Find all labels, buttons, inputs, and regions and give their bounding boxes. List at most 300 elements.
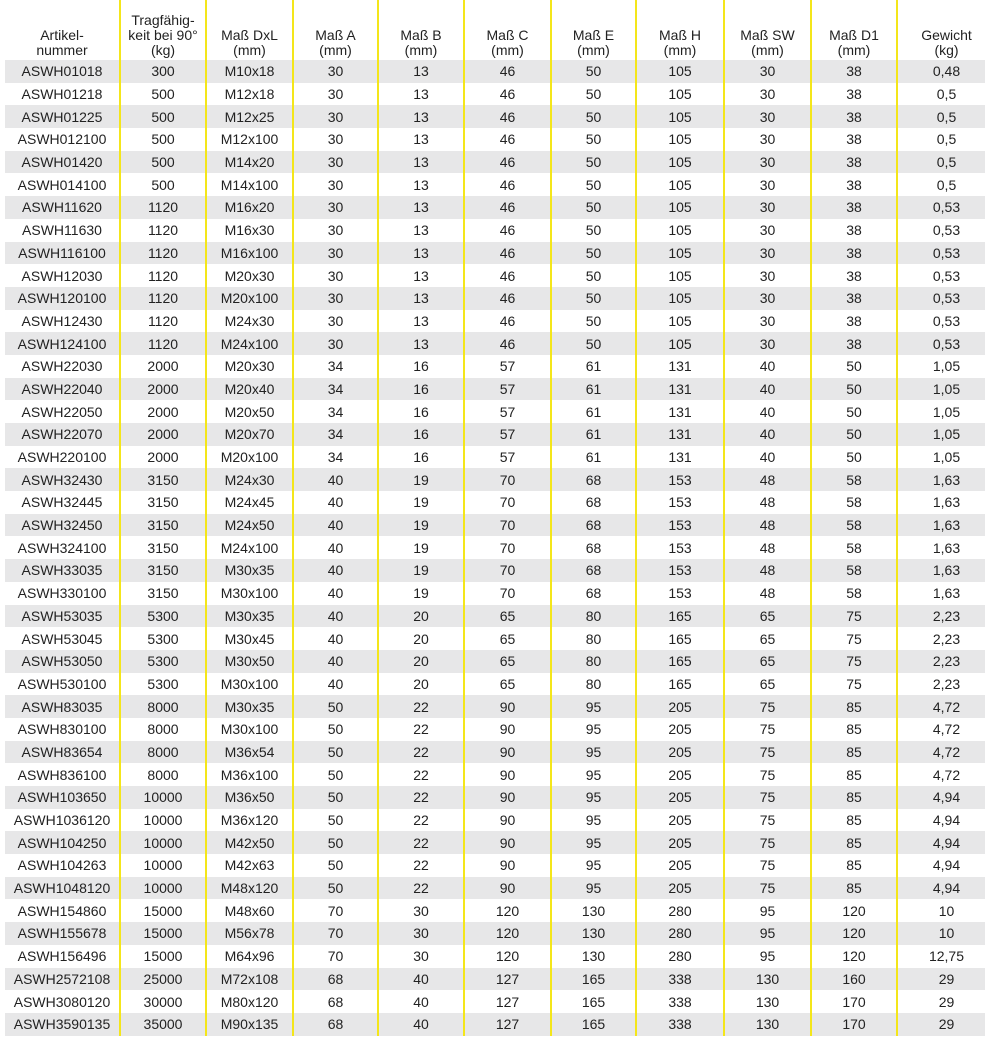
column-header-line: Maß D1: [829, 27, 879, 43]
cell-mass-dxl: M24x100: [206, 536, 293, 559]
cell-mass-sw: 48: [724, 582, 811, 605]
cell-mass-e: 50: [551, 83, 636, 106]
cell-mass-c: 65: [464, 627, 551, 650]
cell-mass-sw: 95: [724, 945, 811, 968]
cell-mass-a: 40: [293, 559, 378, 582]
cell-mass-b: 22: [378, 718, 464, 741]
cell-mass-dxl: M80x120: [206, 990, 293, 1013]
cell-mass-c: 46: [464, 310, 551, 333]
cell-mass-h: 205: [636, 786, 724, 809]
cell-mass-dxl: M48x60: [206, 899, 293, 922]
cell-gewicht: 29: [897, 1013, 985, 1036]
cell-mass-a: 30: [293, 128, 378, 151]
cell-mass-e: 50: [551, 60, 636, 83]
cell-mass-h: 105: [636, 83, 724, 106]
cell-mass-a: 34: [293, 400, 378, 423]
cell-tragfaehigkeit: 10000: [120, 809, 206, 832]
cell-mass-a: 40: [293, 468, 378, 491]
cell-mass-a: 30: [293, 83, 378, 106]
column-header-mass-dxl: [206, 0, 293, 60]
cell-mass-e: 95: [551, 695, 636, 718]
table-row: [5, 922, 985, 945]
cell-mass-sw: 40: [724, 423, 811, 446]
cell-tragfaehigkeit: 3150: [120, 491, 206, 514]
cell-mass-d1: 58: [811, 582, 897, 605]
cell-mass-dxl: M20x100: [206, 446, 293, 469]
cell-mass-e: 68: [551, 582, 636, 605]
cell-mass-b: 20: [378, 673, 464, 696]
cell-gewicht: 4,72: [897, 741, 985, 764]
cell-mass-c: 90: [464, 695, 551, 718]
cell-mass-sw: 75: [724, 854, 811, 877]
cell-mass-dxl: M42x50: [206, 831, 293, 854]
cell-gewicht: 0,53: [897, 264, 985, 287]
cell-artikelnummer: ASWH104263: [17, 857, 107, 874]
cell-mass-a: 50: [293, 695, 378, 718]
cell-mass-sw: 40: [724, 400, 811, 423]
cell-artikelnummer: ASWH11620: [5, 196, 120, 219]
cell-tragfaehigkeit: 35000: [120, 1013, 206, 1036]
cell-mass-e: 80: [551, 673, 636, 696]
cell-artikelnummer: ASWH53045: [21, 630, 103, 647]
cell-mass-a: 50: [293, 809, 378, 832]
cell-artikelnummer: ASWH22040: [5, 378, 120, 401]
cell-mass-d1: 75: [811, 627, 897, 650]
cell-mass-d1: 160: [811, 968, 897, 991]
cell-artikelnummer: ASWH104250: [5, 831, 120, 854]
cell-mass-d1: 50: [811, 400, 897, 423]
cell-gewicht: 2,23: [897, 605, 985, 628]
cell-mass-sw: 30: [724, 83, 811, 106]
cell-mass-b: 19: [378, 536, 464, 559]
cell-artikelnummer: ASWH22030: [21, 358, 103, 375]
cell-gewicht: 4,94: [897, 854, 985, 877]
cell-mass-c: 65: [464, 650, 551, 673]
cell-mass-sw: 75: [724, 809, 811, 832]
cell-mass-e: 50: [551, 264, 636, 287]
cell-mass-e: 50: [551, 151, 636, 174]
cell-artikelnummer: ASWH01018: [5, 60, 120, 83]
cell-mass-a: 34: [293, 378, 378, 401]
cell-mass-dxl: M42x63: [206, 854, 293, 877]
table-row: [5, 196, 985, 219]
cell-mass-dxl: M20x50: [206, 400, 293, 423]
cell-mass-a: 30: [293, 242, 378, 265]
cell-mass-e: 95: [551, 741, 636, 764]
cell-mass-d1: 85: [811, 718, 897, 741]
cell-tragfaehigkeit: 2000: [120, 446, 206, 469]
cell-mass-sw: 48: [724, 536, 811, 559]
table-row: [5, 945, 985, 968]
cell-mass-dxl: M30x100: [206, 718, 293, 741]
cell-tragfaehigkeit: 15000: [120, 945, 206, 968]
cell-mass-dxl: M36x54: [206, 741, 293, 764]
table-row: [5, 242, 985, 265]
cell-mass-sw: 75: [724, 877, 811, 900]
cell-mass-e: 68: [551, 468, 636, 491]
cell-artikelnummer: ASWH3080120: [13, 993, 111, 1010]
cell-mass-a: 30: [293, 219, 378, 242]
cell-mass-h: 205: [636, 718, 724, 741]
cell-mass-b: 16: [378, 446, 464, 469]
cell-mass-sw: 30: [724, 219, 811, 242]
table-header-row: [5, 0, 985, 60]
cell-mass-c: 90: [464, 831, 551, 854]
cell-mass-e: 68: [551, 536, 636, 559]
table-row: [5, 491, 985, 514]
cell-mass-e: 50: [551, 242, 636, 265]
cell-gewicht: 12,75: [897, 945, 985, 968]
cell-mass-h: 165: [636, 605, 724, 628]
cell-mass-e: 165: [551, 968, 636, 991]
cell-mass-c: 70: [464, 536, 551, 559]
cell-mass-a: 50: [293, 786, 378, 809]
table-row: [5, 809, 985, 832]
table-row: [5, 264, 985, 287]
cell-mass-h: 105: [636, 128, 724, 151]
cell-artikelnummer: ASWH53050: [5, 650, 120, 673]
cell-mass-b: 20: [378, 605, 464, 628]
cell-mass-dxl: M36x50: [206, 786, 293, 809]
column-header-line: (mm): [319, 42, 352, 58]
cell-tragfaehigkeit: 5300: [120, 673, 206, 696]
cell-artikelnummer: ASWH120100: [5, 287, 120, 310]
cell-mass-d1: 50: [811, 355, 897, 378]
cell-artikelnummer: ASWH3590135: [5, 1013, 120, 1036]
cell-mass-e: 130: [551, 899, 636, 922]
cell-mass-dxl: M12x18: [206, 83, 293, 106]
cell-mass-a: 50: [293, 877, 378, 900]
table-row: [5, 1013, 985, 1036]
cell-mass-d1: 120: [811, 945, 897, 968]
cell-gewicht: 4,94: [897, 809, 985, 832]
cell-gewicht: 0,48: [897, 60, 985, 83]
cell-mass-sw: 30: [724, 287, 811, 310]
cell-gewicht: 1,05: [897, 423, 985, 446]
column-header-line: Tragfähig-: [131, 12, 195, 28]
table-row: [5, 173, 985, 196]
cell-mass-h: 205: [636, 854, 724, 877]
cell-mass-b: 19: [378, 468, 464, 491]
cell-mass-sw: 48: [724, 559, 811, 582]
cell-mass-h: 131: [636, 378, 724, 401]
cell-mass-a: 70: [293, 922, 378, 945]
cell-mass-h: 165: [636, 673, 724, 696]
cell-mass-b: 13: [378, 196, 464, 219]
cell-mass-h: 338: [636, 990, 724, 1013]
cell-tragfaehigkeit: 30000: [120, 990, 206, 1013]
cell-mass-a: 40: [293, 673, 378, 696]
cell-tragfaehigkeit: 8000: [120, 718, 206, 741]
cell-mass-sw: 65: [724, 605, 811, 628]
cell-mass-h: 205: [636, 763, 724, 786]
cell-tragfaehigkeit: 1120: [120, 242, 206, 265]
cell-mass-b: 40: [378, 990, 464, 1013]
cell-artikelnummer: ASWH22050: [21, 403, 103, 420]
cell-mass-d1: 50: [811, 423, 897, 446]
cell-mass-h: 105: [636, 287, 724, 310]
column-header-line: (mm): [491, 42, 524, 58]
table-row: [5, 151, 985, 174]
cell-mass-sw: 30: [724, 128, 811, 151]
cell-mass-h: 105: [636, 105, 724, 128]
cell-mass-d1: 85: [811, 786, 897, 809]
cell-tragfaehigkeit: 25000: [120, 968, 206, 991]
column-header-line: (mm): [663, 42, 697, 58]
cell-mass-d1: 120: [811, 899, 897, 922]
cell-gewicht: 0,5: [897, 173, 985, 196]
column-header-line: keit bei 90°: [128, 27, 198, 43]
cell-mass-h: 280: [636, 922, 724, 945]
table-row: [5, 446, 985, 469]
cell-mass-sw: 65: [724, 650, 811, 673]
cell-mass-e: 165: [551, 1013, 636, 1036]
cell-mass-a: 30: [293, 151, 378, 174]
cell-mass-a: 34: [293, 355, 378, 378]
cell-mass-dxl: M30x100: [206, 582, 293, 605]
cell-mass-e: 68: [551, 514, 636, 537]
column-header-line: Artikel-: [40, 27, 84, 43]
cell-mass-h: 153: [636, 514, 724, 537]
cell-mass-h: 205: [636, 809, 724, 832]
cell-mass-dxl: M72x108: [206, 968, 293, 991]
cell-gewicht: 1,63: [897, 536, 985, 559]
cell-mass-sw: 30: [724, 242, 811, 265]
cell-mass-h: 205: [636, 877, 724, 900]
cell-mass-b: 19: [378, 491, 464, 514]
cell-tragfaehigkeit: 1120: [120, 287, 206, 310]
cell-mass-c: 57: [464, 355, 551, 378]
cell-mass-dxl: M24x100: [206, 332, 293, 355]
cell-mass-h: 105: [636, 310, 724, 333]
column-header-line: (kg): [150, 42, 176, 58]
cell-mass-c: 46: [464, 332, 551, 355]
cell-mass-dxl: M24x30: [206, 310, 293, 333]
cell-mass-sw: 95: [724, 899, 811, 922]
cell-mass-h: 153: [636, 559, 724, 582]
cell-mass-h: 131: [636, 423, 724, 446]
table-row: [5, 831, 985, 854]
cell-mass-dxl: M10x18: [206, 60, 293, 83]
cell-mass-c: 120: [464, 922, 551, 945]
cell-tragfaehigkeit: 500: [120, 151, 206, 174]
cell-mass-c: 90: [464, 763, 551, 786]
cell-gewicht: 0,53: [897, 219, 985, 242]
cell-mass-d1: 50: [811, 378, 897, 401]
cell-mass-dxl: M20x100: [206, 287, 293, 310]
cell-artikelnummer: ASWH12430: [21, 312, 103, 329]
cell-tragfaehigkeit: 8000: [120, 741, 206, 764]
cell-tragfaehigkeit: 2000: [120, 423, 206, 446]
cell-mass-e: 165: [551, 990, 636, 1013]
cell-mass-e: 50: [551, 310, 636, 333]
cell-mass-b: 20: [378, 650, 464, 673]
cell-mass-a: 40: [293, 627, 378, 650]
table-row: [5, 741, 985, 764]
table-row: [5, 695, 985, 718]
cell-artikelnummer: ASWH156496: [17, 948, 107, 965]
cell-mass-d1: 75: [811, 673, 897, 696]
cell-mass-a: 30: [293, 287, 378, 310]
cell-mass-e: 95: [551, 854, 636, 877]
cell-mass-sw: 75: [724, 831, 811, 854]
cell-tragfaehigkeit: 2000: [120, 400, 206, 423]
cell-mass-dxl: M24x50: [206, 514, 293, 537]
cell-artikelnummer: ASWH155678: [5, 922, 120, 945]
cell-gewicht: 0,53: [897, 242, 985, 265]
cell-gewicht: 1,63: [897, 514, 985, 537]
cell-tragfaehigkeit: 5300: [120, 650, 206, 673]
cell-mass-a: 40: [293, 514, 378, 537]
cell-mass-c: 46: [464, 242, 551, 265]
cell-mass-b: 16: [378, 378, 464, 401]
cell-artikelnummer: ASWH1048120: [5, 877, 120, 900]
cell-mass-d1: 58: [811, 468, 897, 491]
table-row: [5, 605, 985, 628]
cell-mass-d1: 38: [811, 310, 897, 333]
cell-mass-b: 22: [378, 877, 464, 900]
cell-mass-e: 80: [551, 627, 636, 650]
cell-mass-d1: 85: [811, 695, 897, 718]
cell-mass-a: 40: [293, 650, 378, 673]
cell-mass-sw: 75: [724, 786, 811, 809]
cell-mass-h: 205: [636, 831, 724, 854]
cell-mass-a: 40: [293, 605, 378, 628]
cell-mass-b: 16: [378, 423, 464, 446]
cell-mass-a: 30: [293, 196, 378, 219]
cell-mass-dxl: M30x35: [206, 559, 293, 582]
cell-mass-e: 95: [551, 718, 636, 741]
cell-mass-h: 153: [636, 536, 724, 559]
column-header-tragfaehigkeit: [120, 0, 206, 60]
cell-mass-b: 13: [378, 83, 464, 106]
cell-mass-c: 127: [464, 990, 551, 1013]
cell-mass-b: 13: [378, 219, 464, 242]
cell-gewicht: 29: [897, 968, 985, 991]
cell-mass-b: 19: [378, 514, 464, 537]
cell-mass-dxl: M24x45: [206, 491, 293, 514]
cell-mass-d1: 85: [811, 763, 897, 786]
cell-mass-dxl: M16x30: [206, 219, 293, 242]
cell-mass-h: 131: [636, 400, 724, 423]
cell-mass-dxl: M12x25: [206, 105, 293, 128]
cell-mass-sw: 75: [724, 741, 811, 764]
cell-mass-c: 46: [464, 287, 551, 310]
table-row: [5, 423, 985, 446]
cell-mass-sw: 40: [724, 446, 811, 469]
cell-mass-dxl: M30x45: [206, 627, 293, 650]
cell-mass-dxl: M20x70: [206, 423, 293, 446]
cell-mass-c: 90: [464, 718, 551, 741]
table-row: [5, 60, 985, 83]
cell-mass-e: 50: [551, 287, 636, 310]
cell-mass-b: 22: [378, 831, 464, 854]
cell-mass-b: 13: [378, 151, 464, 174]
cell-mass-d1: 38: [811, 242, 897, 265]
cell-mass-dxl: M36x120: [206, 809, 293, 832]
cell-gewicht: 10: [897, 922, 985, 945]
cell-mass-h: 205: [636, 695, 724, 718]
table-row: [5, 400, 985, 423]
table-row: [5, 128, 985, 151]
cell-mass-sw: 30: [724, 173, 811, 196]
cell-mass-h: 105: [636, 173, 724, 196]
cell-mass-d1: 85: [811, 854, 897, 877]
cell-mass-b: 22: [378, 809, 464, 832]
cell-mass-c: 46: [464, 219, 551, 242]
cell-tragfaehigkeit: 300: [120, 60, 206, 83]
table-body: [5, 60, 985, 1036]
column-header-mass-a: [293, 0, 378, 60]
cell-mass-h: 153: [636, 491, 724, 514]
table-row: [5, 559, 985, 582]
column-header-line: Maß SW: [740, 27, 795, 43]
column-header-line: Maß C: [486, 27, 529, 43]
cell-mass-a: 50: [293, 718, 378, 741]
cell-mass-h: 105: [636, 60, 724, 83]
cell-mass-d1: 38: [811, 151, 897, 174]
column-header-line: (mm): [751, 42, 784, 58]
cell-mass-sw: 75: [724, 718, 811, 741]
cell-mass-c: 90: [464, 877, 551, 900]
cell-artikelnummer: ASWH32445: [21, 494, 103, 511]
cell-artikelnummer: ASWH53035: [5, 605, 120, 628]
table-row: [5, 968, 985, 991]
cell-mass-sw: 30: [724, 60, 811, 83]
cell-mass-c: 65: [464, 605, 551, 628]
cell-mass-e: 80: [551, 650, 636, 673]
cell-mass-sw: 40: [724, 378, 811, 401]
cell-mass-dxl: M16x20: [206, 196, 293, 219]
cell-tragfaehigkeit: 3150: [120, 536, 206, 559]
table-row: [5, 219, 985, 242]
cell-mass-b: 19: [378, 559, 464, 582]
cell-mass-c: 46: [464, 83, 551, 106]
cell-mass-sw: 65: [724, 627, 811, 650]
cell-mass-dxl: M36x100: [206, 763, 293, 786]
column-header-line: Maß E: [572, 27, 615, 43]
cell-mass-sw: 130: [724, 990, 811, 1013]
cell-mass-a: 30: [293, 105, 378, 128]
cell-tragfaehigkeit: 500: [120, 105, 206, 128]
column-header-line: Maß DxL: [221, 27, 278, 43]
cell-mass-sw: 65: [724, 673, 811, 696]
table-row: [5, 287, 985, 310]
column-header-line: (kg): [934, 42, 959, 58]
cell-mass-d1: 38: [811, 83, 897, 106]
cell-artikelnummer: ASWH116100: [5, 242, 120, 265]
cell-mass-c: 46: [464, 264, 551, 287]
cell-gewicht: 0,53: [897, 287, 985, 310]
cell-mass-a: 50: [293, 763, 378, 786]
cell-gewicht: 1,63: [897, 468, 985, 491]
cell-gewicht: 1,63: [897, 491, 985, 514]
cell-mass-h: 131: [636, 355, 724, 378]
column-header-mass-b: [378, 0, 464, 60]
cell-mass-c: 70: [464, 559, 551, 582]
cell-mass-b: 30: [378, 899, 464, 922]
table-row: [5, 468, 985, 491]
cell-mass-e: 130: [551, 922, 636, 945]
cell-mass-b: 22: [378, 854, 464, 877]
cell-tragfaehigkeit: 1120: [120, 196, 206, 219]
cell-mass-dxl: M30x50: [206, 650, 293, 673]
cell-mass-sw: 30: [724, 196, 811, 219]
cell-mass-d1: 85: [811, 831, 897, 854]
cell-mass-dxl: M64x96: [206, 945, 293, 968]
cell-gewicht: 1,05: [897, 446, 985, 469]
cell-mass-h: 105: [636, 332, 724, 355]
